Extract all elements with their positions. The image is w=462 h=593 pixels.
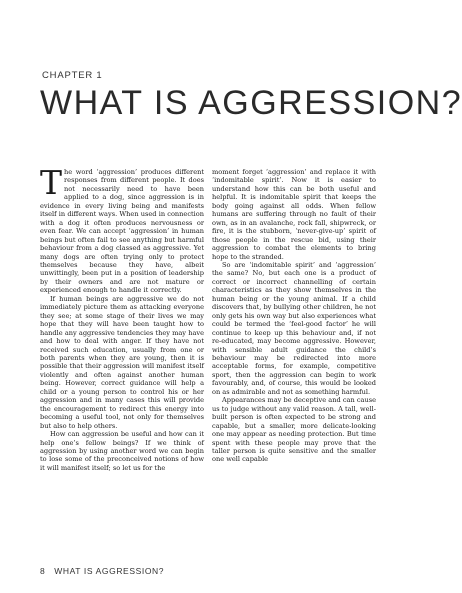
paragraph: So are ‘indomitable spirit’ and ‘aggression’ the same? No, but each one is a product of correct or incorrect channelling of certain characteristics as they show themselves in the human being or the young animal. If a child discovers that, by bullying other children, he not only gets his own way but also experiences what could be termed the ‘feel-good factor’ he will continue to keep up this behaviour and, if not re-educated, may become aggressive. However, with sensible adult guidance the child’s behaviour may be redirected into more acceptable forms, for example, competitive sport, then the aggression can begin to work favourably, and, of course, this would be looked on as admirable and not as something harmful. xyxy=(212,260,376,396)
running-title: WHAT IS AGGRESSION? xyxy=(54,566,165,576)
chapter-title: WHAT IS AGGRESSION? xyxy=(40,84,462,122)
page-footer xyxy=(40,566,164,576)
paragraph: Appearances may be deceptive and can cause us to judge without any valid reason. A tall, well-built person is often expected to be strong and capable, but a smaller, more delicate-looking one may appear as needing protection. But time spent with these people may prove that the taller person is quite sensitive and the smaller one well capable xyxy=(212,396,376,464)
page-number: 8 xyxy=(40,566,46,576)
chapter-label: CHAPTER 1 xyxy=(42,70,103,81)
drop-cap: T xyxy=(40,163,63,202)
text-column-left xyxy=(40,163,204,472)
paragraph: How can aggression be useful and how can it help one’s fellow beings? If we think of aggression by using another word we can begin to lose some of the preconceived notions of how it will manifest itself; so let us for the xyxy=(40,430,204,472)
paragraph: moment forget ‘aggression’ and replace it with ‘indomitable spirit’. Now it is easier to understand how this can be both useful and helpful. It is indomitable spirit that keeps the body going against all odds. When fellow humans are suffering through no fault of their own, as in an avalanche, rock fall, shipwreck, or fire, it is the stubborn, ‘never-give-up’ spirit of those people in the rescue bid, using their aggression to combat the elements to bring hope to the stranded. xyxy=(212,168,376,261)
text-column-right xyxy=(212,168,376,464)
paragraph: If human beings are aggressive we do not immediately picture them as attacking everyone they see; at some stage of their lives we may hope that they will have been taught how to handle any aggressive tendencies they may have and how to deal with anger. If they have not received such education, usually from one or both parents when they are young, then it is possible that their aggression will manifest itself violently and often against another human being. However, correct guidance will help a child or a young person to control his or her aggression and in many cases this will provide the encouragement to redirect this energy into becoming a useful tool, not only for themselves but also to help others. xyxy=(40,294,204,430)
paragraph xyxy=(40,163,204,295)
paragraph-text: he word ‘aggression’ produces different responses from different people. It does not necessarily need to have been applied to a dog, since aggression is in evidence in every living being and manifests itself in different ways. When used in connection with a dog it often produces nervousness or even fear. We can accept ‘aggression’ in human beings but often fail to see anything but harmful behaviour from a dog classed as aggressive. Yet many dogs are often trying only to protect themselves because they have, albeit unwittingly, been put in a position of leadership by their owners and are not mature or experienced enough to handle it correctly. xyxy=(40,168,204,295)
